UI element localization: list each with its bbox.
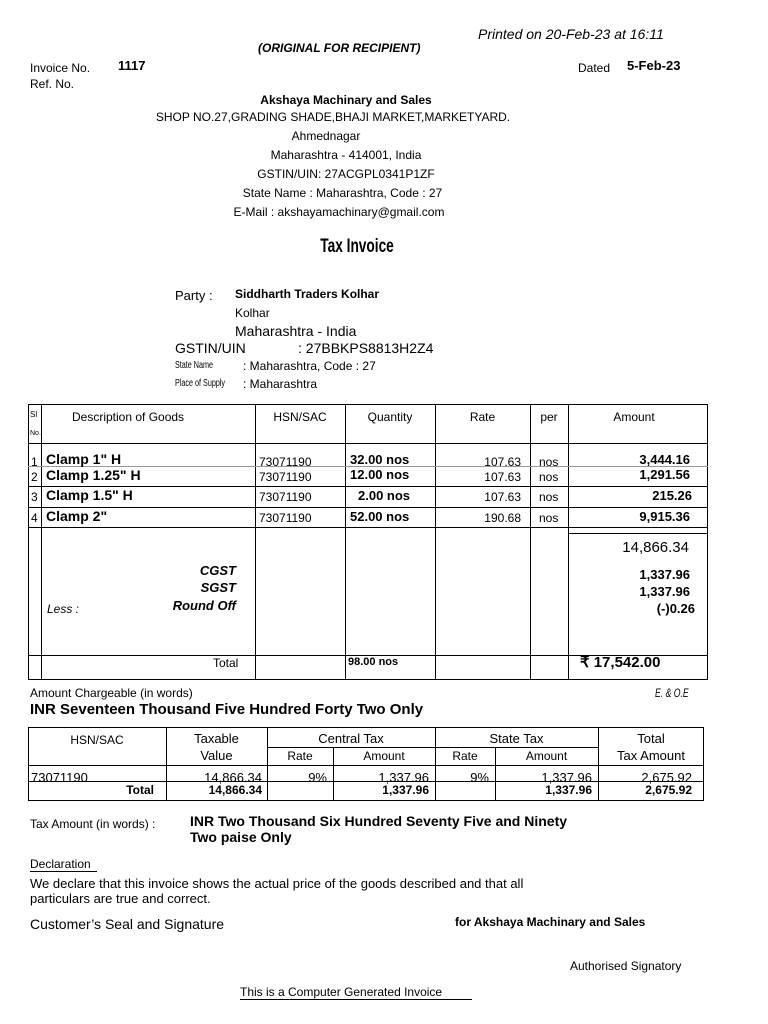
- party-gstin-value: : 27BBKPS8813H2Z4: [298, 340, 434, 356]
- row-per: nos: [539, 470, 559, 484]
- row-hsn: 73071190: [259, 470, 312, 484]
- seller-state-pin: Maharashtra - 414001, India: [270, 148, 422, 162]
- row-description: Clamp 1" H: [46, 451, 122, 467]
- row-quantity: 12.00 nos: [350, 467, 410, 482]
- row-per: nos: [539, 511, 559, 525]
- tax-header-s-rate: Rate: [452, 749, 478, 763]
- row-quantity: 2.00 nos: [358, 488, 411, 503]
- party-place-label: Place of Supply: [175, 378, 226, 389]
- invoice-date: 5-Feb-23: [627, 58, 681, 73]
- tax-words-line2: Two paise Only: [190, 829, 292, 845]
- seller-email: E-Mail : akshayamachinary@gmail.com: [233, 205, 445, 219]
- tax-total-taxable: 14,866.34: [208, 783, 262, 797]
- row-sl: 4: [31, 511, 38, 525]
- seller-state: State Name : Maharashtra, Code : 27: [242, 186, 443, 200]
- tax-header-value: Value: [200, 748, 233, 763]
- invoice-no-label: Invoice No.: [30, 61, 91, 75]
- tax-header-total: Total: [637, 731, 665, 746]
- party-gstin-label: GSTIN/UIN: [175, 340, 246, 356]
- party-label: Party :: [175, 288, 213, 303]
- row-amount: 9,915.36: [639, 509, 690, 524]
- party-city: Kolhar: [235, 306, 270, 320]
- amount-words: INR Seventeen Thousand Five Hundred Forty Two Only: [30, 701, 424, 718]
- row-rate: 107.63: [484, 470, 521, 484]
- party-state-country: Maharashtra - India: [235, 323, 357, 339]
- authorised-signatory: Authorised Signatory: [570, 959, 682, 973]
- tax-total-label: Total: [126, 783, 154, 797]
- header-rate: Rate: [469, 410, 496, 424]
- seller-city: Ahmednagar: [291, 129, 361, 143]
- header-per: per: [540, 410, 558, 424]
- party-place-value: : Maharashtra: [243, 377, 318, 391]
- cgst-amount: 1,337.96: [639, 567, 690, 582]
- tax-total-c-amount: 1,337.96: [382, 783, 429, 797]
- tax-header-state: State Tax: [489, 731, 544, 746]
- tax-header-c-rate: Rate: [287, 749, 313, 763]
- row-hsn: 73071190: [259, 490, 312, 504]
- row-hsn: 73071190: [259, 511, 312, 525]
- customer-seal: Customer’s Seal and Signature: [30, 916, 225, 932]
- declaration-line1: We declare that this invoice shows the actual price of the goods described and that all: [30, 876, 524, 891]
- row-rate: 107.63: [484, 490, 521, 504]
- header-hsn: HSN/SAC: [273, 410, 327, 424]
- sgst-label: SGST: [200, 580, 236, 595]
- tax-row-total: 2,675.92: [641, 770, 692, 785]
- computer-generated-note: This is a Computer Generated Invoice: [240, 985, 472, 1000]
- total-label: Total: [213, 656, 239, 670]
- eoe: E. & O.E: [655, 686, 689, 700]
- tax-row-s-amount: 1,337.96: [541, 770, 592, 785]
- row-hsn: 73071190: [259, 455, 312, 469]
- printed-on: Printed on 20-Feb-23 at 16:11: [478, 26, 664, 42]
- doc-title: Tax Invoice: [320, 236, 394, 257]
- seller-address: SHOP NO.27,GRADING SHADE,BHAJI MARKET,MARKETYARD.: [155, 110, 511, 124]
- roundoff-label: Round Off: [172, 598, 236, 613]
- header-description: Description of Goods: [72, 410, 185, 424]
- row-quantity: 52.00 nos: [350, 509, 410, 524]
- amount-words-label: Amount Chargeable (in words): [30, 686, 193, 700]
- row-description: Clamp 2": [46, 508, 108, 524]
- tax-header-hsn: HSN/SAC: [70, 733, 124, 747]
- seller-name: Akshaya Machinary and Sales: [260, 93, 432, 107]
- header-sl: Sl: [30, 410, 38, 419]
- tax-row-c-amount: 1,337.96: [378, 770, 429, 785]
- row-per: nos: [539, 455, 559, 469]
- party-name: Siddharth Traders Kolhar: [235, 287, 380, 301]
- row-quantity: 32.00 nos: [350, 452, 410, 467]
- row-sl: 2: [31, 470, 38, 484]
- row-per: nos: [539, 490, 559, 504]
- tax-words-line1: INR Two Thousand Six Hundred Seventy Five and Ninety: [190, 813, 568, 829]
- row-sl: 3: [31, 490, 38, 504]
- sgst-amount: 1,337.96: [639, 584, 690, 599]
- total-quantity: 98.00 nos: [348, 656, 399, 668]
- ref-no-label: Ref. No.: [30, 77, 75, 91]
- subtotal-amount: 14,866.34: [622, 539, 689, 556]
- seller-gstin: GSTIN/UIN: 27ACGPL0341P1ZF: [257, 167, 435, 181]
- declaration-label: Declaration: [30, 857, 97, 872]
- row-description: Clamp 1.5" H: [46, 487, 133, 503]
- row-rate: 190.68: [484, 511, 521, 525]
- tax-header-taxable: Taxable: [194, 731, 239, 746]
- copy-label: (ORIGINAL FOR RECIPIENT): [258, 41, 421, 55]
- tax-row-s-rate: 9%: [470, 770, 489, 785]
- row-amount: 1,291.56: [639, 467, 690, 482]
- less-label: Less :: [47, 602, 80, 616]
- total-amount: ₹ 17,542.00: [580, 654, 661, 671]
- tax-header-central: Central Tax: [318, 731, 384, 746]
- invoice-no: 1117: [118, 58, 146, 73]
- tax-row-hsn: 73071190: [31, 770, 88, 785]
- party-state-name-value: : Maharashtra, Code : 27: [243, 359, 376, 373]
- cgst-label: CGST: [199, 563, 236, 578]
- header-no: No.: [30, 430, 41, 437]
- header-amount: Amount: [613, 410, 655, 424]
- row-amount: 215.26: [652, 488, 692, 503]
- row-amount: 3,444.16: [639, 452, 690, 467]
- declaration-line2: particulars are true and correct.: [30, 891, 211, 906]
- tax-total-total: 2,675.92: [645, 783, 692, 797]
- row-description: Clamp 1.25" H: [46, 467, 141, 483]
- roundoff-amount: (-)0.26: [656, 601, 695, 616]
- party-state-name-label: State Name: [175, 360, 214, 371]
- tax-row-taxable: 14,866.34: [204, 770, 262, 785]
- header-quantity: Quantity: [367, 410, 413, 424]
- dated-label: Dated: [578, 61, 611, 75]
- for-company: for Akshaya Machinary and Sales: [455, 915, 646, 929]
- tax-words-label: Tax Amount (in words) :: [30, 817, 156, 831]
- tax-header-c-amount: Amount: [363, 749, 405, 763]
- tax-total-s-amount: 1,337.96: [545, 783, 592, 797]
- tax-header-s-amount: Amount: [525, 749, 568, 763]
- tax-header-total-amount: Tax Amount: [617, 748, 685, 763]
- row-rate: 107.63: [484, 455, 521, 469]
- tax-row-c-rate: 9%: [308, 770, 327, 785]
- row-sl: 1: [31, 455, 38, 469]
